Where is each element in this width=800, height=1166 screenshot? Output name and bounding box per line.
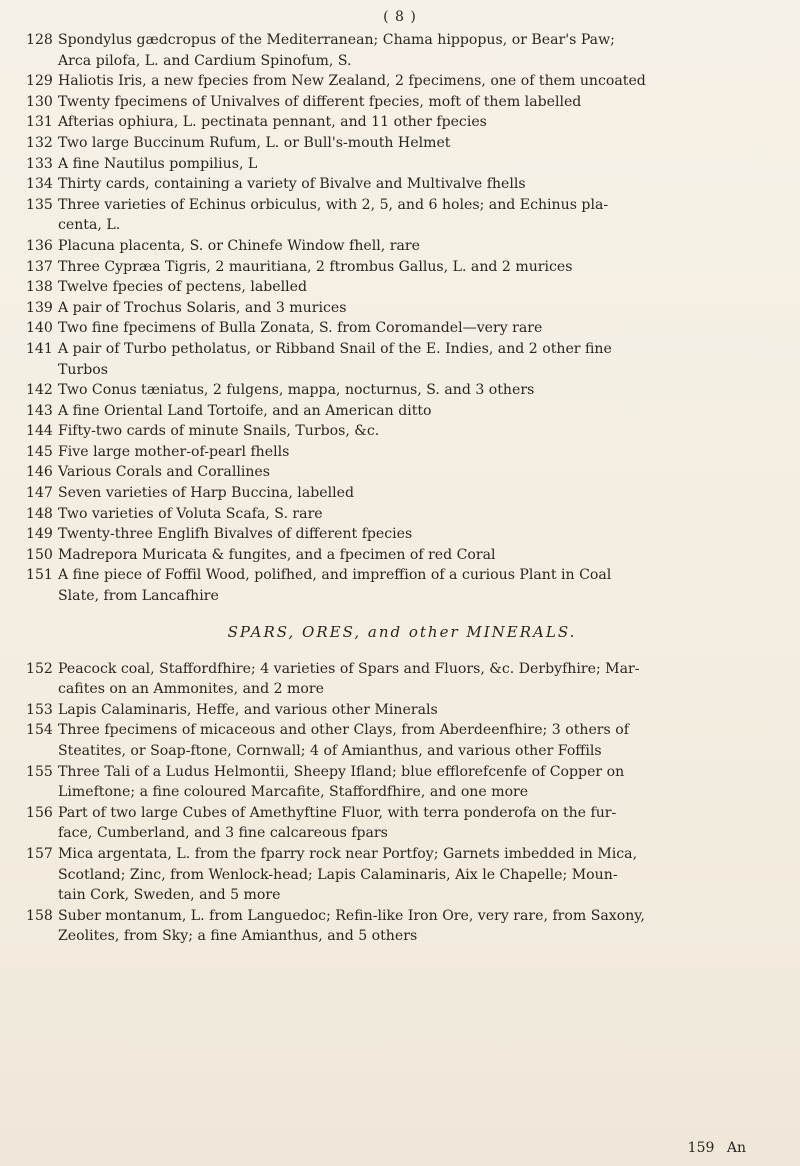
description-line: Twenty-three Englifh Bivalves of different fpecies (58, 526, 413, 543)
catalogue-entry (26, 659, 778, 700)
description-line: A fine Oriental Land Tortoife, and an American ditto (58, 402, 432, 419)
lot-description (58, 339, 778, 380)
lot-number: 154 (26, 722, 53, 739)
lot-description (58, 112, 778, 133)
lot-number: 146 (26, 464, 53, 481)
lot-number: 134 (26, 176, 53, 193)
description-line: Twenty fpecimens of Univalves of different fpecies, moft of them labelled (58, 93, 582, 110)
lot-description (58, 277, 778, 298)
lot-description (58, 92, 778, 113)
catalogue-entry (26, 762, 778, 803)
catalogue-entry (26, 92, 778, 113)
lot-number: 135 (26, 196, 53, 213)
lot-description (58, 133, 778, 154)
shells-section (26, 30, 778, 607)
catalogue-entry (26, 421, 778, 442)
lot-number: 132 (26, 134, 53, 151)
section-heading: SPARS, ORES, and other MINERALS. (227, 622, 577, 641)
lot-description (58, 906, 778, 947)
catalogue-entry (26, 803, 778, 844)
catchword-line (688, 1140, 746, 1156)
lot-number: 138 (26, 279, 53, 296)
description-line: A pair of Trochus Solaris, and 3 murices (58, 299, 347, 316)
description-line: Peacock coal, Staffordfhire; 4 varieties of Spars and Fluors, &c. Derbyfhire; Mar- (58, 660, 640, 677)
description-line: Afterias ophiura, L. pectinata pennant, and 11 other fpecies (58, 114, 487, 131)
lot-description (58, 720, 778, 761)
description-line: Three fpecimens of micaceous and other Clays, from Aberdeenfhire; 3 others of (58, 722, 629, 739)
description-line: Placuna placenta, S. or Chinefe Window fhell, rare (58, 237, 420, 254)
description-line: Turbos (58, 361, 108, 378)
lot-number: 142 (26, 382, 53, 399)
description-line: A fine piece of Foffil Wood, polifhed, and impreffion of a curious Plant in Coal (58, 567, 612, 584)
lot-description (58, 545, 778, 566)
lot-description (58, 524, 778, 545)
description-line: cafites on an Ammonites, and 2 more (58, 681, 324, 698)
lot-description (58, 174, 778, 195)
lot-number: 152 (26, 660, 53, 677)
lot-description (58, 30, 778, 71)
description-line: Three Tali of a Ludus Helmontii, Sheepy Ifland; blue efflorefcenfe of Copper on (58, 763, 625, 780)
description-line: Haliotis Iris, a new fpecies from New Zealand, 2 fpecimens, one of them uncoated (58, 73, 646, 90)
catalogue-entry (26, 236, 778, 257)
lot-description (58, 442, 778, 463)
description-line: centa, L. (58, 217, 121, 234)
lot-number: 143 (26, 402, 53, 419)
lot-description (58, 844, 778, 906)
lot-description (58, 504, 778, 525)
lot-number: 136 (26, 237, 53, 254)
description-line: Spondylus gædcropus of the Mediterranean; Chama hippopus, or Bear's Paw; (58, 32, 615, 48)
lot-description (58, 565, 778, 606)
lot-number: 155 (26, 763, 53, 780)
catalogue-entry (26, 462, 778, 483)
catalogue-entry (26, 700, 778, 721)
lot-number: 137 (26, 258, 53, 275)
lot-description (58, 236, 778, 257)
catalogue-entry (26, 442, 778, 463)
catchword: An (726, 1140, 746, 1156)
lot-number: 158 (26, 907, 53, 924)
description-line: Five large mother-of-pearl fhells (58, 443, 290, 460)
description-line: Scotland; Zinc, from Wenlock-head; Lapis Calaminaris, Aix le Chapelle; Moun- (58, 866, 618, 883)
catalogue-entry (26, 504, 778, 525)
lot-description (58, 803, 778, 844)
catalogue-entry (26, 277, 778, 298)
catalogue-entry (26, 844, 778, 906)
catalogue-entry (26, 154, 778, 175)
catalogue-entry (26, 524, 778, 545)
description-line: Two large Buccinum Rufum, L. or Bull's-mouth Helmet (58, 134, 451, 151)
catalogue-entries (26, 30, 778, 947)
lot-description (58, 380, 778, 401)
catalogue-entry (26, 565, 778, 606)
catalogue-entry (26, 380, 778, 401)
description-line: Two fine fpecimens of Bulla Zonata, S. from Coromandel—very rare (58, 320, 543, 337)
catalogue-entry (26, 30, 778, 71)
description-line: Thirty cards, containing a variety of Bivalve and Multivalve fhells (58, 176, 526, 193)
catalogue-entry (26, 174, 778, 195)
lot-description (58, 154, 778, 175)
description-line: Three varieties of Echinus orbiculus, with 2, 5, and 6 holes; and Echinus pla- (58, 196, 609, 213)
lot-number: 145 (26, 443, 53, 460)
lot-description (58, 71, 778, 92)
lot-number: 147 (26, 485, 53, 502)
lot-number: 157 (26, 845, 53, 862)
description-line: Fifty-two cards of minute Snails, Turbos, &c. (58, 423, 380, 440)
lot-number: 149 (26, 526, 53, 543)
lot-number: 156 (26, 804, 53, 821)
description-line: Seven varieties of Harp Buccina, labelled (58, 485, 354, 502)
catalogue-entry (26, 298, 778, 319)
lot-description (58, 401, 778, 422)
description-line: A pair of Turbo petholatus, or Ribband Snail of the E. Indies, and 2 other fine (58, 340, 612, 357)
description-line: Two Conus tæniatus, 2 fulgens, mappa, nocturnus, S. and 3 others (58, 382, 535, 399)
catalogue-entry (26, 906, 778, 947)
description-line: face, Cumberland, and 3 fine calcareous fpars (58, 825, 388, 842)
lot-number: 150 (26, 546, 53, 563)
lot-number: 140 (26, 320, 53, 337)
lot-number: 141 (26, 340, 53, 357)
minerals-section (26, 659, 778, 947)
lot-description (58, 195, 778, 236)
description-line: Various Corals and Corallines (58, 464, 270, 481)
description-line: Arca pilofa, L. and Cardium Spinofum, S. (58, 52, 352, 69)
lot-number: 153 (26, 701, 53, 718)
description-line: Zeolites, from Sky; a fine Amianthus, and 5 others (58, 928, 418, 945)
catchword-number: 159 (687, 1140, 715, 1156)
page-folio: ( 8 ) (383, 9, 417, 25)
catalogue-entry (26, 71, 778, 92)
description-line: Part of two large Cubes of Amethyftine Fluor, with terra ponderofa on the fur- (58, 804, 617, 821)
lot-description (58, 483, 778, 504)
lot-description (58, 700, 778, 721)
lot-description (58, 659, 778, 700)
catalogue-entry (26, 257, 778, 278)
lot-description (58, 462, 778, 483)
lot-number: 128 (26, 32, 53, 48)
catalogue-entry (26, 720, 778, 761)
description-line: A fine Nautilus pompilius, L (58, 155, 258, 172)
description-line: tain Cork, Sweden, and 5 more (58, 887, 281, 904)
description-line: Steatites, or Soap-ftone, Cornwall; 4 of Amianthus, and various other Foffils (58, 743, 602, 759)
description-line: Lapis Calaminaris, Heffe, and various other Minerals (58, 701, 438, 718)
description-line: Mica argentata, L. from the fparry rock near Portfoy; Garnets imbedded in Mica, (58, 845, 638, 862)
description-line: Two varieties of Voluta Scafa, S. rare (58, 505, 323, 522)
lot-number: 148 (26, 505, 53, 522)
description-line: Twelve fpecies of pectens, labelled (58, 279, 307, 296)
catalogue-entry (26, 401, 778, 422)
lot-number: 131 (26, 114, 53, 131)
description-line: Three Cypræa Tigris, 2 mauritiana, 2 ftrombus Gallus, L. and 2 murices (58, 258, 573, 275)
lot-description (58, 298, 778, 319)
description-line: Slate, from Lancafhire (58, 588, 219, 605)
lot-number: 130 (26, 93, 53, 110)
lot-number: 139 (26, 299, 53, 316)
description-line: Suber montanum, L. from Languedoc; Refin-like Iron Ore, very rare, from Saxony, (58, 907, 645, 924)
lot-number: 151 (26, 567, 53, 584)
lot-description (58, 762, 778, 803)
lot-description (58, 318, 778, 339)
catalogue-entry (26, 483, 778, 504)
catalogue-entry (26, 545, 778, 566)
catalogue-entry (26, 133, 778, 154)
catalogue-entry (26, 112, 778, 133)
lot-description (58, 257, 778, 278)
catalogue-entry (26, 339, 778, 380)
lot-number: 133 (26, 155, 53, 172)
description-line: Limeftone; a fine coloured Marcafite, Staffordfhire, and one more (58, 784, 529, 801)
lot-description (58, 421, 778, 442)
description-line: Madrepora Muricata & fungites, and a fpecimen of red Coral (58, 546, 496, 563)
lot-number: 144 (26, 423, 53, 440)
catalogue-entry (26, 318, 778, 339)
lot-number: 129 (26, 73, 53, 90)
catalogue-entry (26, 195, 778, 236)
